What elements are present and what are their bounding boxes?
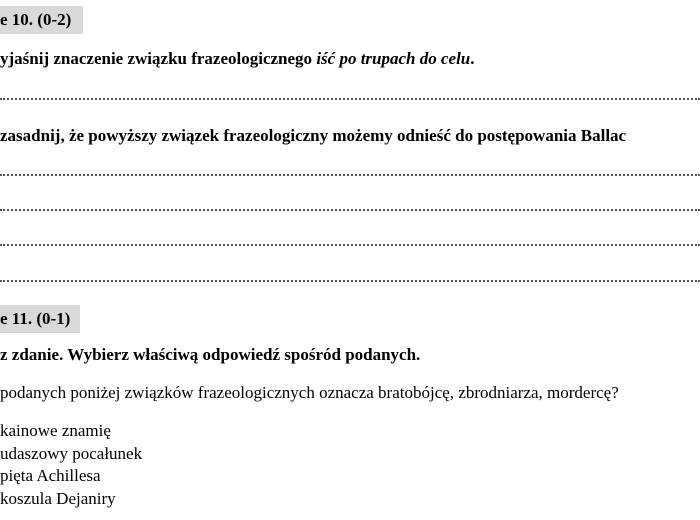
task-10-prompt-b: zasadnij, że powyższy związek frazeologiczny możemy odnieść do postępowania Ballac (0, 126, 627, 145)
task-11-options (0, 420, 142, 510)
task-11-header (0, 305, 80, 333)
option-item[interactable]: udaszowy pocałunek (0, 443, 143, 463)
answer-line-2[interactable] (0, 170, 700, 176)
task-11-title: e 11. (0-1) (0, 309, 71, 328)
task-11-question: podanych poniżej związków frazeologicznych oznacza bratobójcę, zbrodniarza, mordercę? (0, 383, 619, 402)
task-10-title: e 10. (0-2) (0, 10, 72, 29)
option-item[interactable]: pięta Achillesa (0, 466, 101, 485)
task-10-header (0, 6, 83, 34)
task-11-instruction: z zdanie. Wybierz właściwą odpowiedź spośród podanych. (0, 345, 421, 364)
answer-line-5[interactable] (0, 276, 700, 282)
task-10-prompt-a-suffix: . (470, 49, 475, 68)
answer-line-1[interactable] (0, 94, 700, 100)
answer-line-4[interactable] (0, 240, 700, 246)
option-item[interactable]: koszula Dejaniry (0, 488, 116, 508)
option-item[interactable]: kainowe znamię (0, 421, 111, 440)
task-10-prompt-a-prefix: yjaśnij znaczenie związku frazeologicznego (0, 49, 317, 68)
task-10-prompt-a (0, 48, 475, 70)
task-10-phrase: iść po trupach do celu (316, 49, 471, 68)
answer-line-3[interactable] (0, 205, 700, 211)
